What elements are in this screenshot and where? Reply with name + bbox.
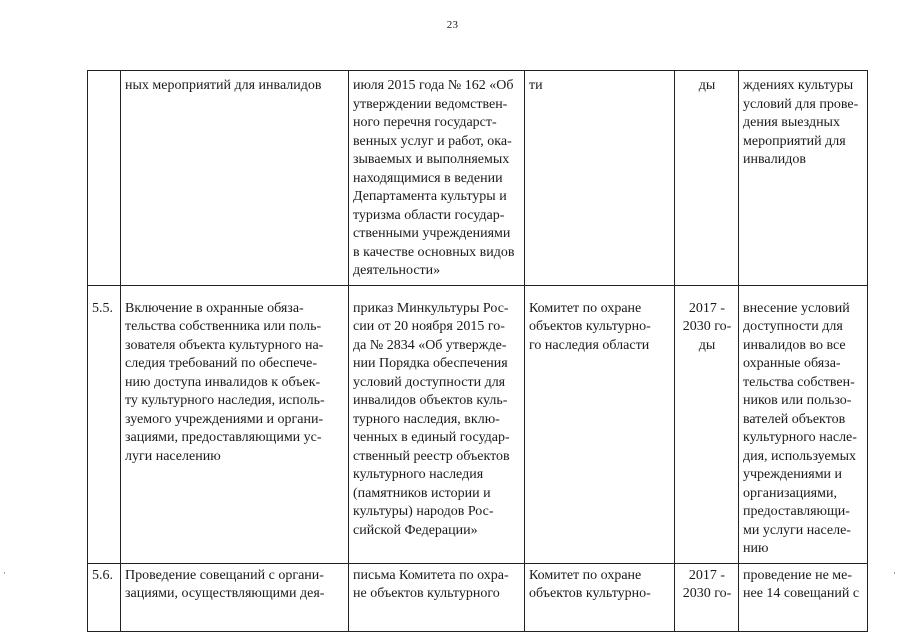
row-number bbox=[88, 71, 121, 286]
executor-cell: Комитет по охране объектов культурно- го наследия области bbox=[525, 285, 675, 563]
legal-act-cell: письма Комитета по охра- не объектов культурного bbox=[349, 563, 525, 631]
result-cell: ждениях культуры условий для прове- дения выездных мероприятий для инвалидов bbox=[739, 71, 868, 286]
page-number: 23 bbox=[446, 19, 459, 31]
legal-act-cell: июля 2015 года № 162 «Об утверждении ведомствен- ного перечня государст- венных услуг и работ, ока- зываемых и выполняемых находящимися в ведении Департамента культуры и туризма области государ- ственными учреждениями в качестве основных видов деятельности» bbox=[349, 71, 525, 286]
legal-act-cell: приказ Минкультуры Рос- сии от 20 ноября 2015 го- да № 2834 «Об утвержде- нии Порядка обеспечения условий доступности для инвалидов объектов куль- турного наследия, вклю- ченных в единый государ- ственный реестр объектов культурного наследия (памятников истории и культуры) народов Рос- сийской Федерации» bbox=[349, 285, 525, 563]
executor-cell: ти bbox=[525, 71, 675, 286]
event-cell: ных мероприятий для инвалидов bbox=[121, 71, 349, 286]
period-cell: 2017 - 2030 го- bbox=[675, 563, 739, 631]
table-row bbox=[88, 71, 868, 286]
period-cell: 2017 - 2030 го- ды bbox=[675, 285, 739, 563]
scan-mark-right: · bbox=[893, 568, 896, 578]
event-cell: Включение в охранные обяза- тельства собственника или поль- зователя объекта культурного на- следия требований по обеспече- нию доступа инвалидов к объек- ту культурного наследия, исполь- зуемого учреждениями и органи- зациями, предоставляющими ус- луги населению bbox=[121, 285, 349, 563]
executor-cell: Комитет по охране объектов культурно- bbox=[525, 563, 675, 631]
scan-mark-left: · bbox=[3, 568, 6, 578]
result-cell: проведение не ме- нее 14 совещаний с bbox=[739, 563, 868, 631]
event-cell: Проведение совещаний с органи- зациями, осуществляющими дея- bbox=[121, 563, 349, 631]
table-row bbox=[88, 563, 868, 631]
row-number: 5.6. bbox=[88, 563, 121, 631]
row-number: 5.5. bbox=[88, 285, 121, 563]
table-row bbox=[88, 285, 868, 563]
measures-table bbox=[87, 70, 868, 632]
result-cell: внесение условий доступности для инвалидов во все охранные обяза- тельства собствен- ников или пользо- вателей объектов культурного насле- дия, используемых учреждениями и организациями, предоставляющи- ми услуги населе- нию bbox=[739, 285, 868, 563]
period-cell: ды bbox=[675, 71, 739, 286]
